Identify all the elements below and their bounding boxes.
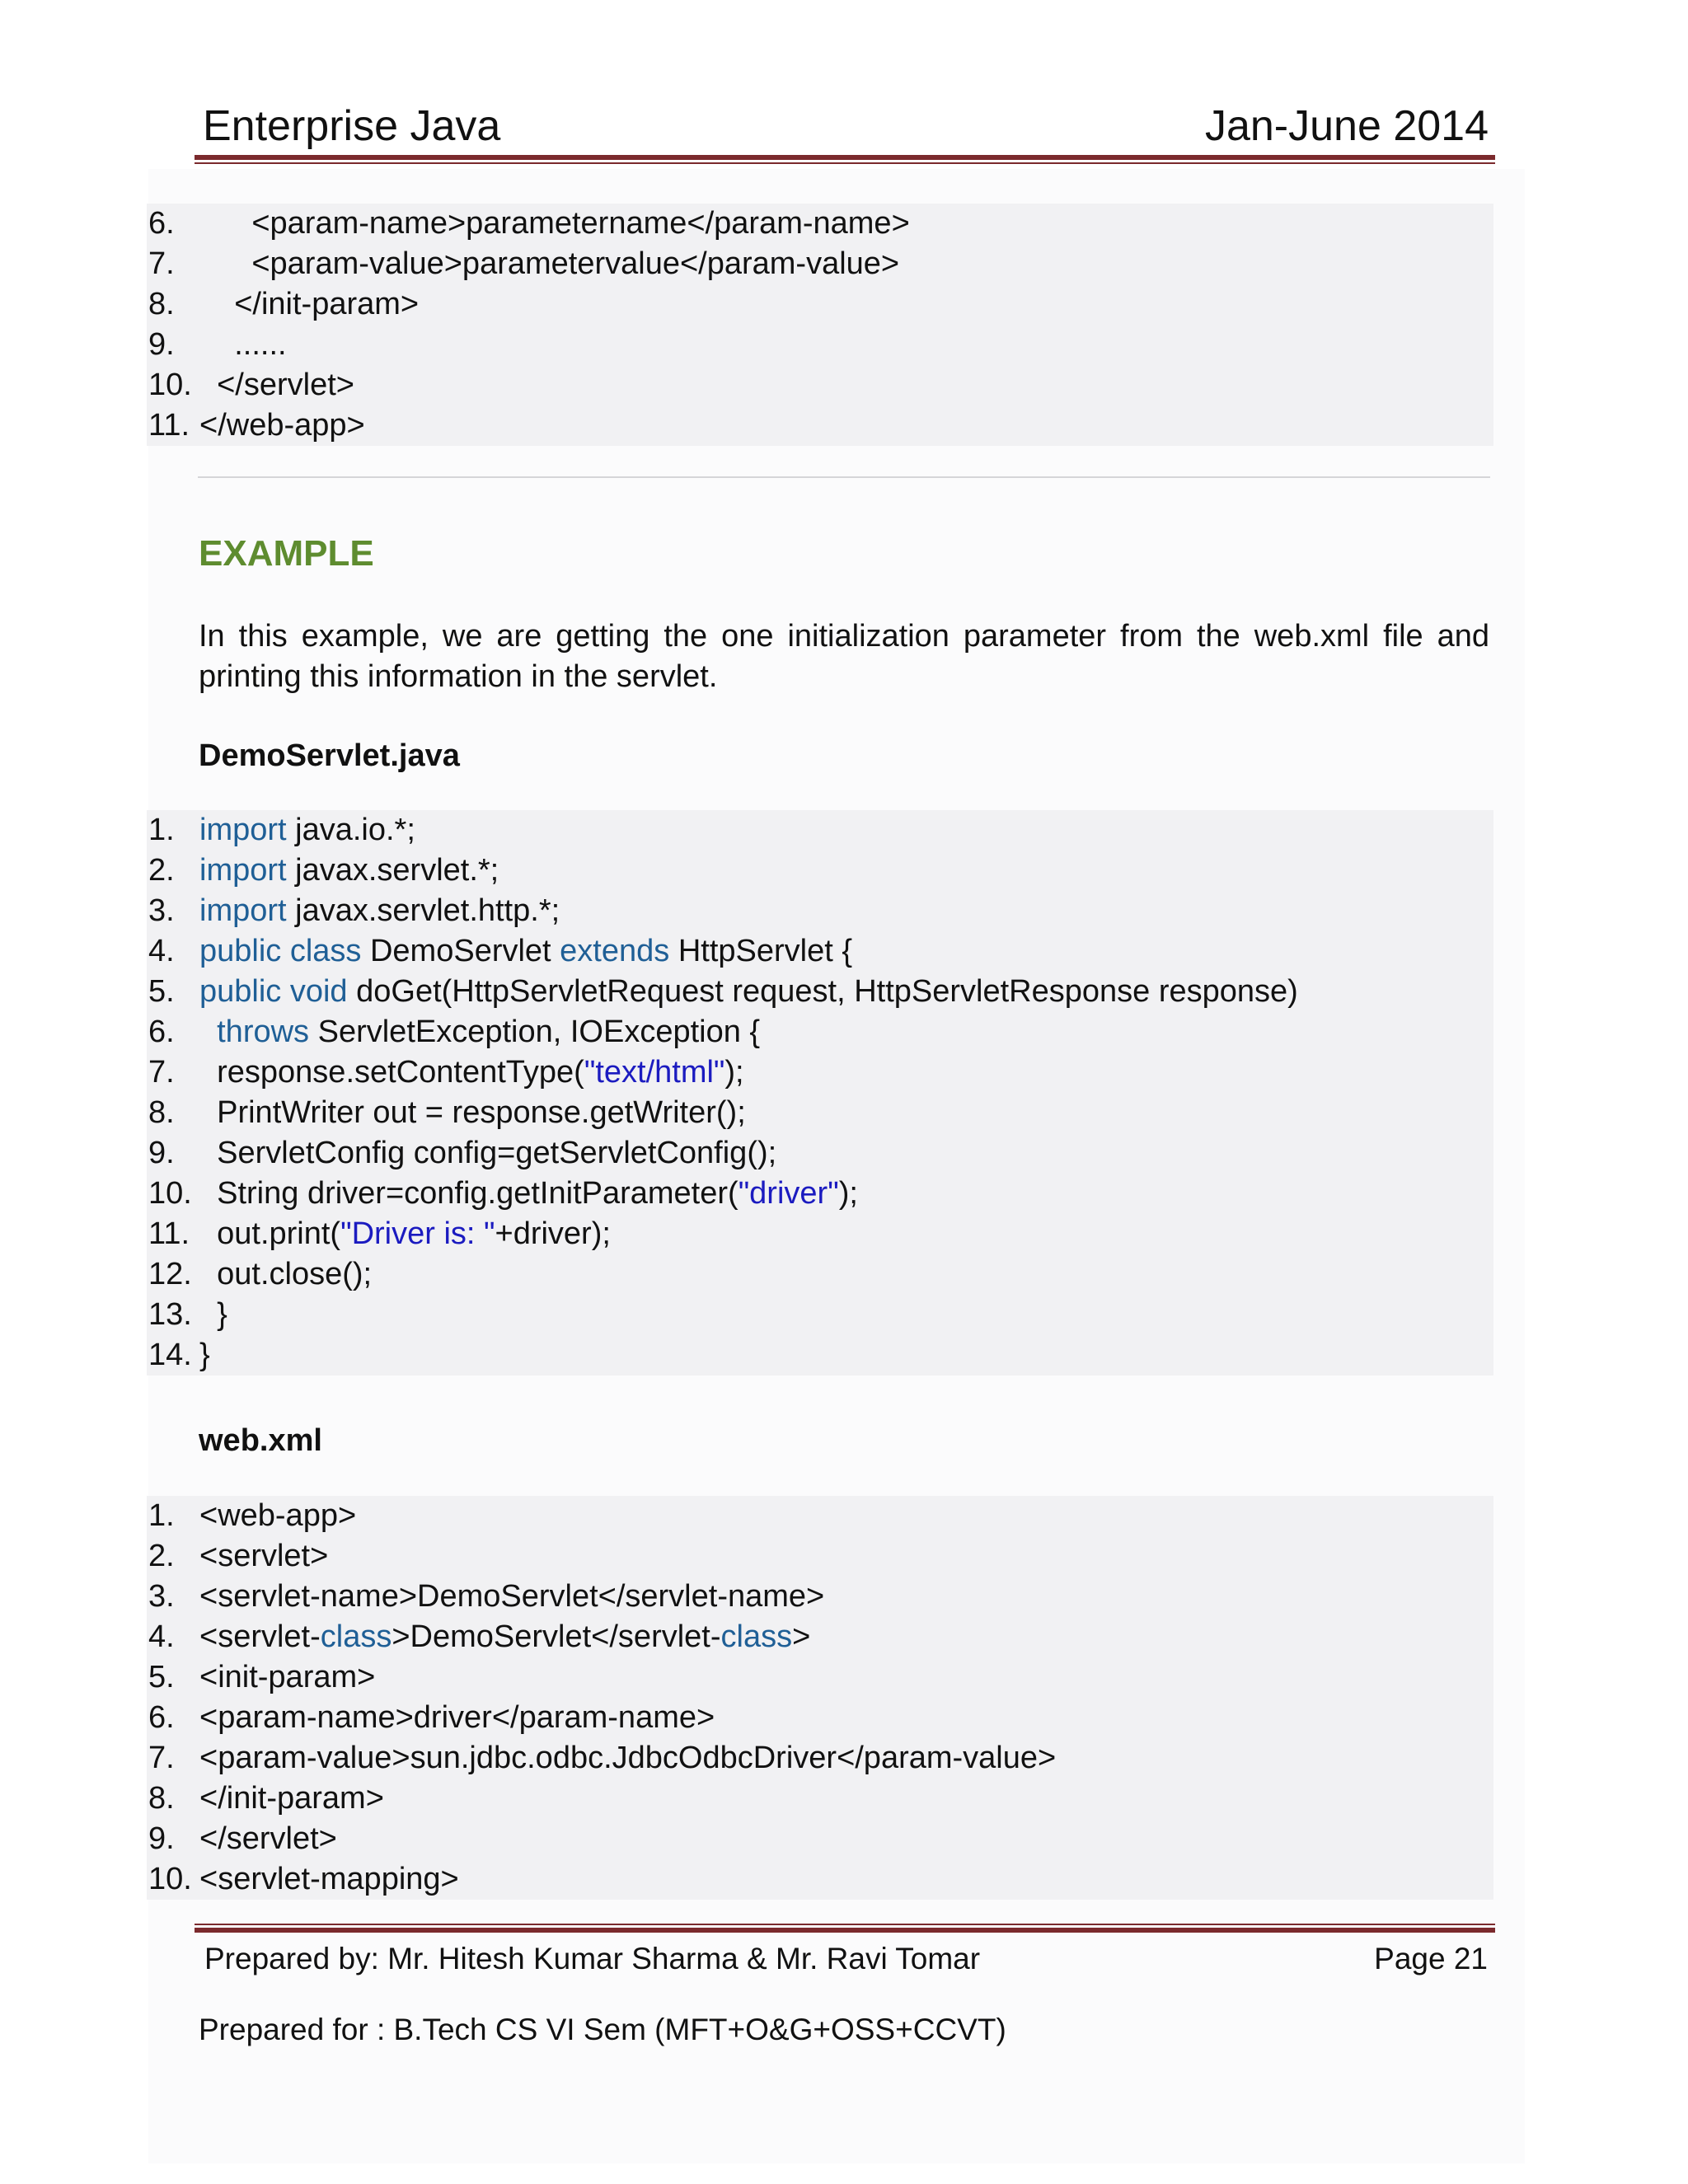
code-text <box>199 1577 824 1617</box>
footer-rule-thick <box>195 1928 1495 1933</box>
code-segment: DemoServlet <box>361 934 560 968</box>
line-number: 2. <box>148 853 175 888</box>
line-number: 10. <box>148 1176 192 1211</box>
footer-prepared-by: Prepared by: Mr. Hitesh Kumar Sharma & Mr. Ravi Tomar <box>204 1942 981 1975</box>
section-heading: EXAMPLE <box>199 533 374 574</box>
code-segment: response.setContentType( <box>199 1055 584 1090</box>
code-segment: ServletException, IOException { <box>309 1015 761 1049</box>
line-number: 5. <box>148 974 175 1009</box>
line-number: 4. <box>148 1619 175 1654</box>
line-number: 6. <box>148 206 175 241</box>
code-keyword: public void <box>199 974 348 1009</box>
code-text <box>199 244 899 284</box>
code-text <box>199 1779 384 1819</box>
code-text <box>199 931 852 972</box>
code-text <box>199 1738 1056 1779</box>
header-rule-thick <box>195 155 1495 160</box>
code-text <box>199 851 499 891</box>
code-segment: </init-param> <box>199 1781 384 1816</box>
code-segment: ); <box>724 1055 744 1090</box>
header-title: Enterprise Java <box>203 102 501 150</box>
line-number: 9. <box>148 327 175 362</box>
code-segment: <servlet> <box>199 1539 329 1573</box>
line-number: 3. <box>148 1579 175 1614</box>
code-segment: java.io.*; <box>286 813 415 847</box>
line-number: 6. <box>148 1015 175 1049</box>
code-segment: out.close(); <box>199 1257 373 1291</box>
line-number: 11. <box>148 1216 190 1251</box>
code-text <box>199 810 415 851</box>
code-keyword: class <box>720 1619 793 1654</box>
code-text <box>199 1093 746 1133</box>
code-segment: </servlet> <box>199 368 354 402</box>
line-number: 7. <box>148 1055 175 1090</box>
code-text <box>199 1859 459 1900</box>
code-text <box>199 284 419 325</box>
line-number: 9. <box>148 1136 175 1170</box>
code-text <box>199 1819 337 1859</box>
line-number: 9. <box>148 1821 175 1856</box>
footer-page-number: Page 21 <box>1374 1942 1488 1975</box>
line-number: 11. <box>148 408 190 443</box>
code-segment: <init-param> <box>199 1660 376 1694</box>
code-segment: <web-app> <box>199 1498 357 1533</box>
line-number: 4. <box>148 934 175 968</box>
section-separator <box>198 476 1490 478</box>
code-text <box>199 365 354 405</box>
header-date: Jan-June 2014 <box>1204 102 1489 150</box>
code-segment: <servlet-mapping> <box>199 1862 459 1896</box>
code-text <box>199 204 910 244</box>
code-string: "Driver is: " <box>340 1216 495 1251</box>
code-text <box>199 891 560 931</box>
line-number: 10. <box>148 1862 192 1896</box>
code-text <box>199 1335 210 1376</box>
code-segment: } <box>199 1338 210 1372</box>
line-number: 5. <box>148 1660 175 1694</box>
line-number: 8. <box>148 1095 175 1130</box>
header-rule-thin <box>195 162 1495 164</box>
code-text <box>199 1012 760 1052</box>
line-number: 2. <box>148 1539 175 1573</box>
footer-rule-thin <box>195 1924 1495 1925</box>
line-number: 13. <box>148 1297 192 1332</box>
code-text <box>199 1536 328 1577</box>
code-text <box>199 1254 372 1295</box>
code-segment: ...... <box>199 327 287 362</box>
line-number: 6. <box>148 1700 175 1735</box>
code-segment: <servlet-name>DemoServlet</servlet-name> <box>199 1579 825 1614</box>
line-number: 8. <box>148 287 175 321</box>
code-keyword: import <box>199 853 287 888</box>
line-number: 1. <box>148 1498 175 1533</box>
code-segment: </init-param> <box>199 287 420 321</box>
code-segment: javax.servlet.*; <box>286 853 499 888</box>
code-text <box>199 972 1298 1012</box>
code-text <box>199 1214 611 1254</box>
code-segment: > <box>792 1619 811 1654</box>
code-text <box>199 1295 227 1335</box>
code-segment: <param-name>parametername</param-name> <box>199 206 910 241</box>
line-number: 7. <box>148 1741 175 1775</box>
code-segment: <param-name>driver</param-name> <box>199 1700 715 1735</box>
code-text <box>199 1617 810 1657</box>
code-segment: String driver=config.getInitParameter( <box>199 1176 738 1211</box>
code-text <box>199 1052 744 1093</box>
line-number: 3. <box>148 893 175 928</box>
code-segment: +driver); <box>495 1216 611 1251</box>
code-segment: </servlet> <box>199 1821 337 1856</box>
code-text <box>199 1174 858 1214</box>
code-segment: <param-value>sun.jdbc.odbc.JdbcOdbcDriver</param-value> <box>199 1741 1057 1775</box>
code-segment: <servlet- <box>199 1619 321 1654</box>
code-segment: HttpServlet { <box>669 934 853 968</box>
code-keyword: extends <box>560 934 670 968</box>
xml-code-block-continued <box>147 204 1493 446</box>
xml-file-label: web.xml <box>199 1423 322 1458</box>
footer-prepared-for: Prepared for : B.Tech CS VI Sem (MFT+O&G+OSS+CCVT) <box>199 2013 1006 2046</box>
example-description: In this example, we are getting the one initialization parameter from the web.xml file and printing this information in the servlet. <box>199 619 1489 694</box>
code-text <box>199 1496 356 1536</box>
code-keyword: public class <box>199 934 362 968</box>
code-segment: doGet(HttpServletRequest request, HttpServletResponse response) <box>347 974 1298 1009</box>
code-text <box>199 325 287 365</box>
line-number: 1. <box>148 813 175 847</box>
code-segment: PrintWriter out = response.getWriter(); <box>199 1095 746 1130</box>
code-segment <box>199 1015 217 1049</box>
java-code-block <box>147 810 1493 1376</box>
code-text <box>199 1698 715 1738</box>
code-segment: >DemoServlet</servlet- <box>392 1619 721 1654</box>
page-header <box>203 97 1489 155</box>
line-number: 12. <box>148 1257 192 1291</box>
code-segment: </web-app> <box>199 408 365 443</box>
code-keyword: throws <box>217 1015 310 1049</box>
java-file-label: DemoServlet.java <box>199 738 460 773</box>
code-segment: ServletConfig config=getServletConfig(); <box>199 1136 777 1170</box>
code-segment: <param-value>parametervalue</param-value> <box>199 246 900 281</box>
code-keyword: import <box>199 813 287 847</box>
line-number: 10. <box>148 368 192 402</box>
line-number: 14. <box>148 1338 192 1372</box>
line-number: 7. <box>148 246 175 281</box>
code-keyword: class <box>320 1619 392 1654</box>
code-text <box>199 405 365 446</box>
code-segment: javax.servlet.http.*; <box>286 893 560 928</box>
code-string: "text/html" <box>584 1055 725 1090</box>
xml-code-block <box>147 1496 1493 1900</box>
line-number: 8. <box>148 1781 175 1816</box>
code-text <box>199 1133 776 1174</box>
code-segment: ); <box>838 1176 858 1211</box>
code-segment: out.print( <box>199 1216 341 1251</box>
code-keyword: import <box>199 893 287 928</box>
code-string: "driver" <box>738 1176 839 1211</box>
code-text <box>199 1657 375 1698</box>
code-segment: } <box>199 1297 227 1332</box>
